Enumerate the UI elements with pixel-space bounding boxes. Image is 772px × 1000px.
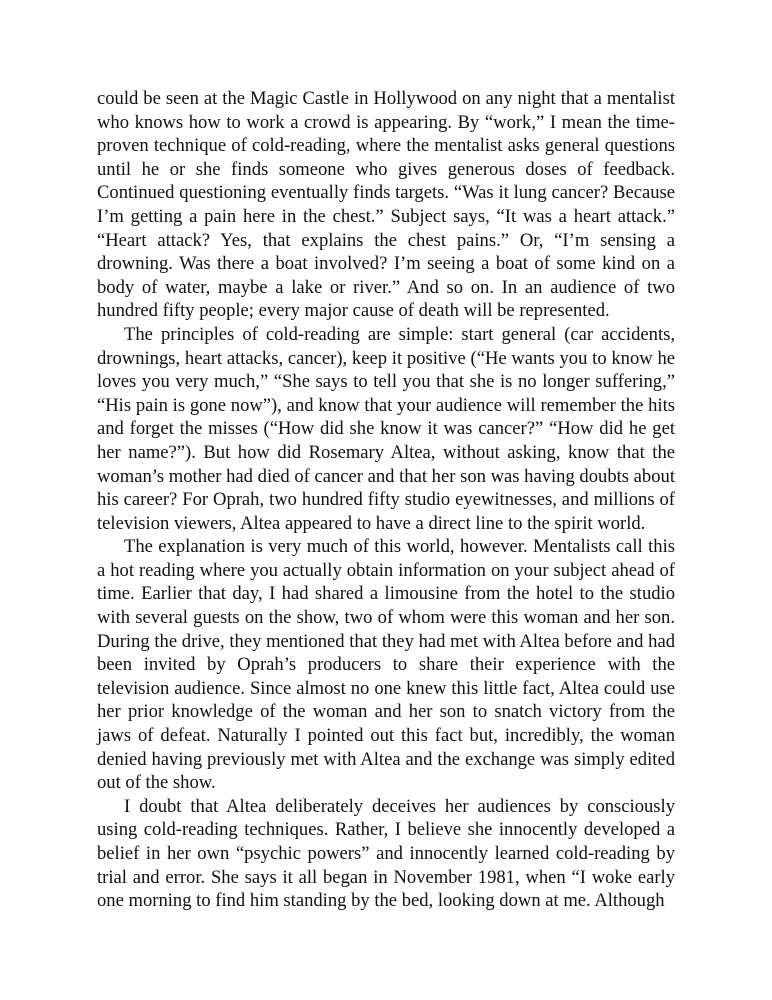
paragraph-continuation: could be seen at the Magic Castle in Hollywood on any night that a mentalist who knows how to work a crowd is appearing. By “work,” I mean the time-proven technique of cold-reading, where the mentalist asks general questions until he or she finds someone who gives generous doses of feedback. Continued questioning eventually finds targets. “Was it lung cancer? Because I’m getting a pain here in the chest.” Subject says, “It was a heart attack.” “Heart attack? Yes, that explains the chest pains.” Or, “I’m sensing a drowning. Was there a boat involved? I’m seeing a boat of some kind on a body of water, maybe a lake or river.” And so on. In an audience of two hundred fifty people; every major cause of death will be represented. [97, 88, 675, 322]
paragraph-cold-reading-principles: The principles of cold-reading are simple: start general (car accidents, drownings, heart attacks, cancer), keep it positive (“He wants you to know he loves you very much,” “She says to tell you that she is no longer suffering,” “His pain is gone now”), and know that your audience will remember the hits and forget the misses (“How did she know it was cancer?” “How did he get her name?”). But how did Rosemary Altea, without asking, know that the woman’s mother had died of cancer and that her son was having doubts about his career? For Oprah, two hundred fifty studio eyewitnesses, and millions of television viewers, Altea appeared to have a direct line to the spirit world. [97, 323, 675, 534]
paragraph-altea-doubt: I doubt that Altea deliberately deceives her audiences by consciously using cold-reading techniques. Rather, I believe she innocently developed a belief in her own “psychic powers” and innocently learned cold-reading by trial and error. She says it all began in November 1981, when “I woke early one morning to find him standing by the bed, looking down at me. Although [97, 795, 675, 912]
paragraph-hot-reading-explanation: The explanation is very much of this world, however. Mentalists call this a hot reading where you actually obtain information on your subject ahead of time. Earlier that day, I had shared a limousine from the hotel to the studio with several guests on the show, two of whom were this woman and her son. During the drive, they mentioned that they had met with Altea before and had been invited by Oprah’s producers to share their experience with the television audience. Since almost no one knew this little fact, Altea could use her prior knowledge of the woman and her son to snatch victory from the jaws of defeat. Naturally I pointed out this fact but, incredibly, the woman denied having previously met with Altea and the exchange was simply edited out of the show. [97, 536, 675, 794]
body-text [97, 87, 675, 913]
